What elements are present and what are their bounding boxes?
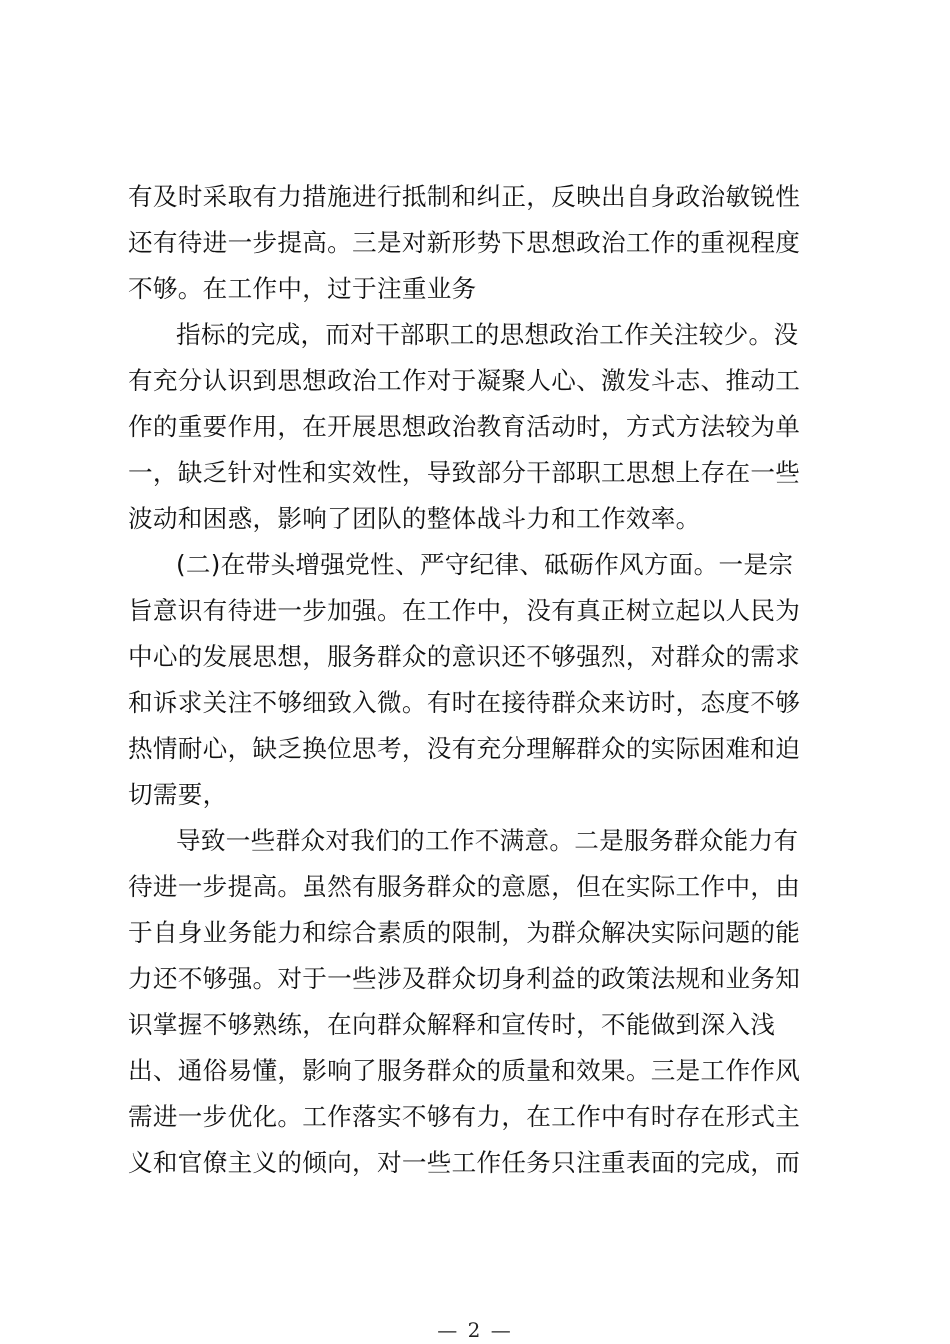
page-number: — 2 — bbox=[437, 1318, 513, 1342]
text-line: 有充分认识到思想政治工作对于凝聚人心、激发斗志、推动工 bbox=[128, 366, 801, 395]
text-line: 待进一步提高。虽然有服务群众的意愿，但在实际工作中，由 bbox=[128, 872, 801, 901]
text-line: 不够。在工作中，过于注重业务 bbox=[128, 274, 477, 303]
text-line: 一，缺乏针对性和实效性，导致部分干部职工思想上存在一些 bbox=[128, 458, 801, 487]
text-line: 波动和困惑，影响了团队的整体战斗力和工作效率。 bbox=[128, 504, 701, 533]
paragraph-start-line: 导致一些群众对我们的工作不满意。二是服务群众能力有 bbox=[176, 826, 799, 855]
text-line: 还有待进一步提高。三是对新形势下思想政治工作的重视程度 bbox=[128, 228, 801, 257]
text-line: 热情耐心，缺乏换位思考，没有充分理解群众的实际困难和迫 bbox=[128, 734, 801, 763]
text-line: 义和官僚主义的倾向，对一些工作任务只注重表面的完成，而 bbox=[128, 1148, 801, 1177]
text-line: 有及时采取有力措施进行抵制和纠正，反映出自身政治敏锐性 bbox=[128, 182, 801, 211]
text-line: 中心的发展思想，服务群众的意识还不够强烈，对群众的需求 bbox=[128, 642, 801, 671]
text-line: 作的重要作用，在开展思想政治教育活动时，方式方法较为单 bbox=[128, 412, 801, 441]
section-heading-line: (二)在带头增强党性、严守纪律、砥砺作风方面。一是宗 bbox=[176, 550, 794, 579]
text-line: 旨意识有待进一步加强。在工作中，没有真正树立起以人民为 bbox=[128, 596, 801, 625]
text-line: 切需要， bbox=[128, 780, 228, 809]
text-line: 识掌握不够熟练，在向群众解释和宣传时，不能做到深入浅 bbox=[128, 1010, 776, 1039]
text-line: 和诉求关注不够细致入微。有时在接待群众来访时，态度不够 bbox=[128, 688, 801, 717]
text-line: 需进一步优化。工作落实不够有力，在工作中有时存在形式主 bbox=[128, 1102, 801, 1131]
text-line: 力还不够强。对于一些涉及群众切身利益的政策法规和业务知 bbox=[128, 964, 801, 993]
text-line: 出、通俗易懂，影响了服务群众的质量和效果。三是工作作风 bbox=[128, 1056, 801, 1085]
text-line: 于自身业务能力和综合素质的限制，为群众解决实际问题的能 bbox=[128, 918, 801, 947]
body-text bbox=[128, 174, 820, 1186]
paragraph-start-line: 指标的完成，而对干部职工的思想政治工作关注较少。没 bbox=[176, 320, 799, 349]
